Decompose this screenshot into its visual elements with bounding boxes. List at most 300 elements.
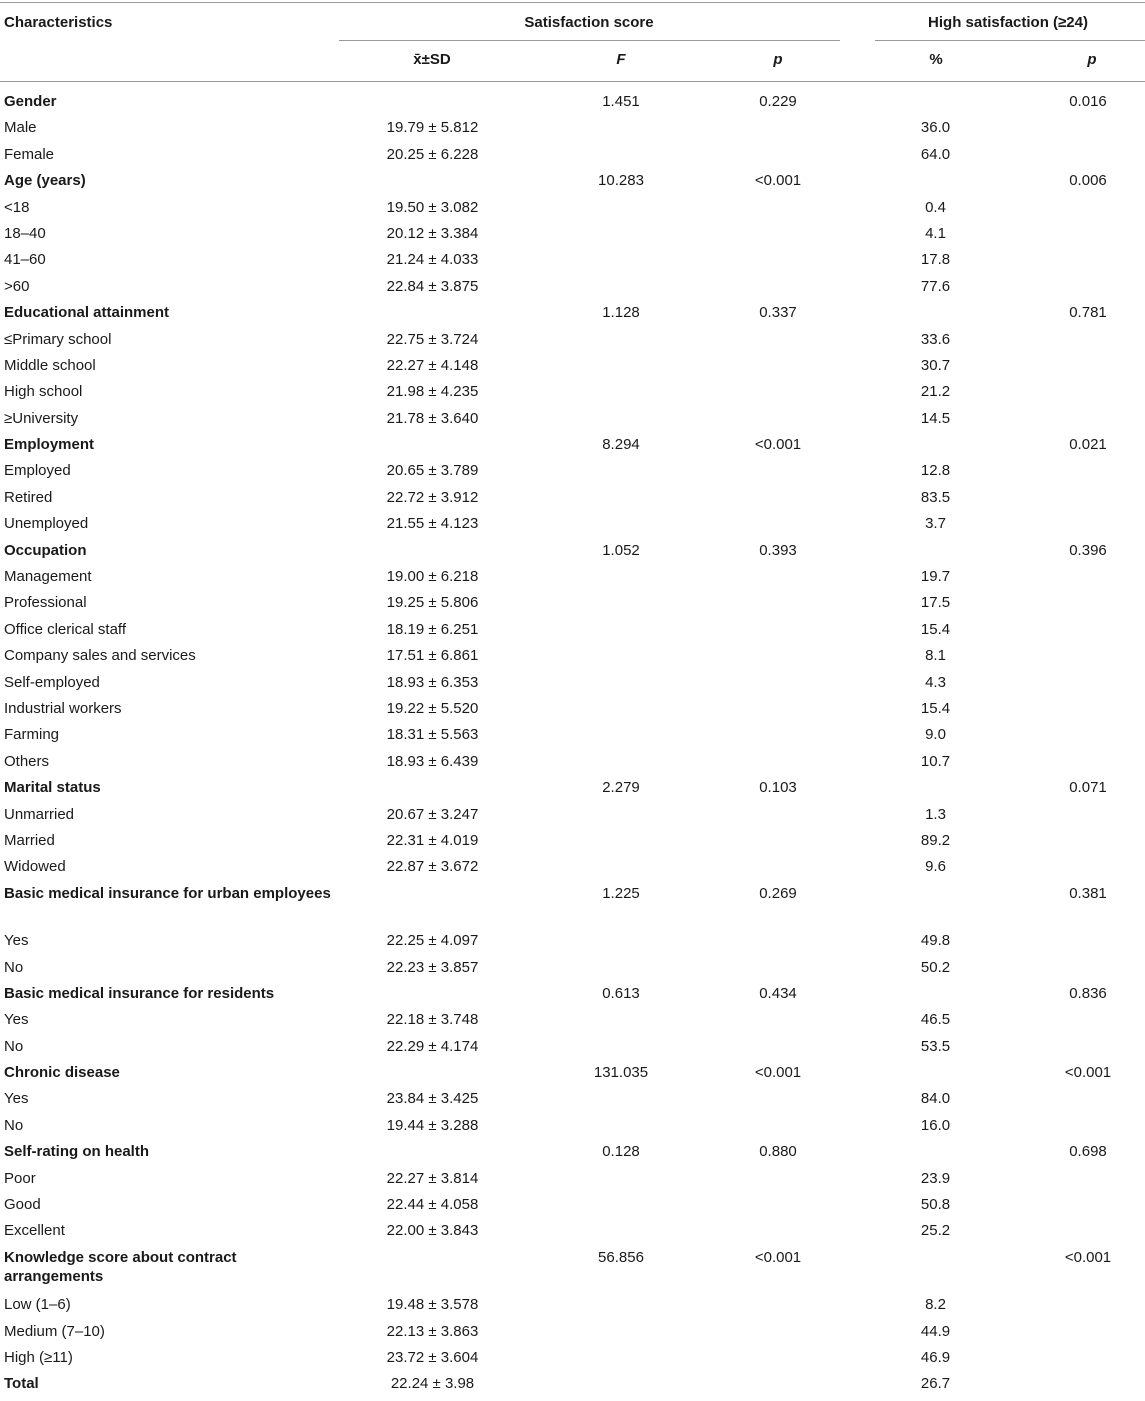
- cell-f: [526, 198, 716, 224]
- cell-percent: [840, 541, 1031, 567]
- cell-characteristic: Widowed: [4, 858, 66, 876]
- cell-f: [526, 857, 716, 883]
- cell-p-score: [716, 857, 840, 883]
- cell-mean-sd: 21.55 ± 4.123: [386, 515, 479, 533]
- cell-percent: 49.8: [920, 932, 951, 950]
- cell-percent: 30.7: [920, 356, 951, 374]
- cell-characteristic: Educational attainment: [4, 304, 170, 322]
- cell-characteristic: Industrial workers: [4, 699, 122, 717]
- cell-p-high: 0.021: [1069, 436, 1107, 454]
- cell-f: [526, 1037, 716, 1063]
- cell-percent: 23.9: [920, 1169, 951, 1187]
- header-characteristics: Characteristics: [4, 14, 113, 31]
- cell-mean-sd: 22.13 ± 3.863: [386, 1322, 479, 1340]
- cell-p-score: <0.001: [754, 1248, 802, 1266]
- cell-p-high: [1031, 831, 1145, 857]
- cell-percent: [840, 1063, 1031, 1089]
- table-row: [0, 145, 1145, 171]
- header-mean-sd: x̄±SD: [413, 51, 451, 68]
- cell-mean-sd: 23.84 ± 3.425: [386, 1090, 479, 1108]
- table-row: [0, 857, 1145, 883]
- cell-mean-sd: 18.19 ± 6.251: [386, 620, 479, 638]
- table-row: [0, 250, 1145, 276]
- cell-p-high: 0.836: [1069, 984, 1107, 1002]
- cell-percent: 15.4: [920, 699, 951, 717]
- cell-characteristic: Married: [4, 831, 55, 849]
- cell-f: 10.283: [598, 172, 644, 190]
- cell-p-score: [716, 118, 840, 144]
- cell-mean-sd: [339, 1248, 526, 1295]
- cell-p-score: [716, 382, 840, 408]
- cell-p-score: [716, 145, 840, 171]
- cell-percent: 44.9: [920, 1322, 951, 1340]
- cell-f: [526, 145, 716, 171]
- table-group-row: [0, 303, 1145, 329]
- table-row: [0, 1295, 1145, 1321]
- cell-mean-sd: 21.98 ± 4.235: [386, 383, 479, 401]
- cell-percent: 9.6: [925, 858, 946, 876]
- table-group-row: [0, 778, 1145, 804]
- cell-f: [526, 277, 716, 303]
- cell-mean-sd: 20.25 ± 6.228: [386, 145, 479, 163]
- header-satisfaction-score: Satisfaction score: [524, 14, 654, 31]
- cell-p-high: [1031, 224, 1145, 250]
- cell-characteristic: Yes: [4, 932, 29, 950]
- cell-p-score: [716, 831, 840, 857]
- cell-p-score: [716, 620, 840, 646]
- cell-p-high: [1031, 250, 1145, 276]
- table-row: [0, 673, 1145, 699]
- cell-percent: [840, 303, 1031, 329]
- cell-characteristic: No: [4, 1116, 24, 1134]
- cell-p-high: [1031, 118, 1145, 144]
- cell-p-high: [1031, 958, 1145, 984]
- cell-p-score: [716, 1089, 840, 1115]
- table-row: [0, 831, 1145, 857]
- cell-f: 8.294: [602, 436, 640, 454]
- cell-mean-sd: 19.44 ± 3.288: [386, 1116, 479, 1134]
- cell-percent: 8.1: [925, 647, 946, 665]
- cell-mean-sd: 22.27 ± 4.148: [386, 356, 479, 374]
- table-row: [0, 567, 1145, 593]
- cell-p-high: [1031, 1374, 1145, 1400]
- cell-f: [526, 1010, 716, 1036]
- cell-f: [526, 1295, 716, 1321]
- cell-p-score: <0.001: [754, 436, 802, 454]
- cell-mean-sd: 22.84 ± 3.875: [386, 277, 479, 295]
- header-p-high: p: [1087, 51, 1097, 68]
- cell-p-high: [1031, 1221, 1145, 1247]
- cell-characteristic: >60: [4, 277, 30, 295]
- cell-p-score: 0.337: [759, 304, 797, 322]
- cell-mean-sd: 22.72 ± 3.912: [386, 488, 479, 506]
- cell-f: [526, 382, 716, 408]
- satisfaction-span-rule: [339, 40, 840, 41]
- cell-percent: 8.2: [925, 1296, 946, 1314]
- cell-characteristic: Middle school: [4, 356, 96, 374]
- cell-p-high: [1031, 277, 1145, 303]
- cell-p-score: 0.434: [759, 984, 797, 1002]
- cell-mean-sd: 20.67 ± 3.247: [386, 805, 479, 823]
- cell-characteristic: No: [4, 1037, 24, 1055]
- cell-f: [526, 514, 716, 540]
- cell-mean-sd: [339, 435, 526, 461]
- cell-percent: 64.0: [920, 145, 951, 163]
- cell-mean-sd: [339, 1063, 526, 1089]
- cell-p-high: [1031, 1089, 1145, 1115]
- cell-f: 0.128: [602, 1143, 640, 1161]
- cell-f: [526, 752, 716, 778]
- cell-percent: [840, 1248, 1031, 1295]
- cell-p-score: [716, 1169, 840, 1195]
- cell-characteristic: Yes: [4, 1090, 29, 1108]
- cell-p-score: [716, 224, 840, 250]
- cell-p-high: [1031, 514, 1145, 540]
- cell-characteristic: Employed: [4, 462, 71, 480]
- table-row: [0, 224, 1145, 250]
- table-row: [0, 593, 1145, 619]
- header-rule: [0, 81, 1145, 82]
- cell-characteristic: Low (1–6): [4, 1296, 71, 1314]
- cell-p-high: [1031, 752, 1145, 778]
- table-row: [0, 1116, 1145, 1142]
- cell-percent: 50.2: [920, 958, 951, 976]
- cell-characteristic: Office clerical staff: [4, 620, 126, 638]
- cell-f: [526, 461, 716, 487]
- cell-mean-sd: [339, 884, 526, 931]
- cell-p-score: [716, 514, 840, 540]
- cell-f: [526, 118, 716, 144]
- cell-mean-sd: 22.00 ± 3.843: [386, 1222, 479, 1240]
- cell-p-high: [1031, 931, 1145, 957]
- cell-p-high: 0.006: [1069, 172, 1107, 190]
- cell-mean-sd: 19.79 ± 5.812: [386, 119, 479, 137]
- cell-percent: [840, 1142, 1031, 1168]
- cell-p-score: [716, 356, 840, 382]
- cell-percent: [840, 92, 1031, 118]
- cell-f: [526, 330, 716, 356]
- cell-characteristic: Retired: [4, 488, 53, 506]
- cell-f: [526, 831, 716, 857]
- cell-p-high: [1031, 488, 1145, 514]
- cell-characteristic: Self-employed: [4, 673, 100, 691]
- cell-mean-sd: 21.78 ± 3.640: [386, 409, 479, 427]
- table-row: [0, 1089, 1145, 1115]
- cell-f: [526, 1089, 716, 1115]
- cell-percent: 83.5: [920, 488, 951, 506]
- cell-percent: 16.0: [920, 1116, 951, 1134]
- cell-p-score: 0.880: [759, 1143, 797, 1161]
- cell-mean-sd: [339, 171, 526, 197]
- cell-percent: 89.2: [920, 831, 951, 849]
- cell-mean-sd: 17.51 ± 6.861: [386, 647, 479, 665]
- cell-p-high: 0.071: [1069, 779, 1107, 797]
- table-row: [0, 461, 1145, 487]
- cell-percent: [840, 984, 1031, 1010]
- cell-p-high: [1031, 805, 1145, 831]
- cell-mean-sd: 22.44 ± 4.058: [386, 1196, 479, 1214]
- cell-p-high: 0.016: [1069, 93, 1107, 110]
- cell-p-high: <0.001: [1064, 1064, 1112, 1082]
- table-row: [0, 620, 1145, 646]
- cell-percent: 77.6: [920, 277, 951, 295]
- cell-f: [526, 699, 716, 725]
- table-group-row: [0, 92, 1145, 118]
- cell-p-score: [716, 1037, 840, 1063]
- header-f: F: [616, 51, 626, 68]
- cell-p-high: [1031, 1348, 1145, 1374]
- header-p-score: p: [773, 51, 783, 68]
- top-rule: [0, 2, 1145, 3]
- cell-mean-sd: 22.31 ± 4.019: [386, 831, 479, 849]
- cell-f: [526, 1348, 716, 1374]
- cell-f: [526, 1116, 716, 1142]
- cell-p-score: 0.103: [759, 779, 797, 797]
- cell-mean-sd: 19.50 ± 3.082: [386, 198, 479, 216]
- cell-percent: 4.1: [925, 224, 946, 242]
- cell-percent: [840, 171, 1031, 197]
- cell-percent: 84.0: [920, 1090, 951, 1108]
- cell-p-score: [716, 805, 840, 831]
- cell-mean-sd: 18.93 ± 6.353: [386, 673, 479, 691]
- cell-p-score: <0.001: [754, 1064, 802, 1082]
- table-row: [0, 1322, 1145, 1348]
- high-satisfaction-span-rule: [875, 40, 1145, 41]
- cell-p-high: [1031, 857, 1145, 883]
- cell-mean-sd: [339, 778, 526, 804]
- cell-mean-sd: 22.75 ± 3.724: [386, 330, 479, 348]
- cell-characteristic: Marital status: [4, 779, 101, 797]
- table-row: [0, 1221, 1145, 1247]
- cell-characteristic: Unemployed: [4, 515, 89, 533]
- cell-percent: 25.2: [920, 1222, 951, 1240]
- table-group-row: [0, 435, 1145, 461]
- cell-p-score: [716, 567, 840, 593]
- cell-f: 131.035: [593, 1064, 649, 1082]
- cell-mean-sd: 22.25 ± 4.097: [386, 932, 479, 950]
- table-group-row: [0, 984, 1145, 1010]
- cell-f: [526, 1221, 716, 1247]
- cell-characteristic: Chronic disease: [4, 1064, 120, 1082]
- cell-p-high: [1031, 620, 1145, 646]
- cell-mean-sd: 22.27 ± 3.814: [386, 1169, 479, 1187]
- cell-mean-sd: 20.65 ± 3.789: [386, 462, 479, 480]
- cell-percent: 17.5: [920, 594, 951, 612]
- cell-p-high: [1031, 409, 1145, 435]
- cell-characteristic: Excellent: [4, 1222, 65, 1240]
- table-row: [0, 488, 1145, 514]
- cell-p-score: [716, 409, 840, 435]
- cell-p-score: 0.269: [759, 884, 797, 902]
- cell-p-score: [716, 1295, 840, 1321]
- cell-f: 2.279: [602, 779, 640, 797]
- table-group-row: [0, 1248, 1145, 1295]
- cell-f: 1.128: [602, 304, 640, 322]
- cell-percent: [840, 435, 1031, 461]
- cell-p-score: <0.001: [754, 172, 802, 190]
- cell-p-score: [716, 1374, 840, 1400]
- cell-characteristic: Farming: [4, 726, 60, 744]
- cell-mean-sd: 22.18 ± 3.748: [386, 1011, 479, 1029]
- table-group-row: [0, 884, 1145, 931]
- cell-characteristic: Gender: [4, 93, 57, 110]
- cell-f: [526, 1322, 716, 1348]
- cell-p-score: [716, 1116, 840, 1142]
- cell-f: [526, 356, 716, 382]
- cell-p-high: 0.381: [1069, 884, 1107, 902]
- cell-percent: 46.5: [920, 1011, 951, 1029]
- cell-p-score: [716, 699, 840, 725]
- cell-mean-sd: [339, 1142, 526, 1168]
- cell-percent: 21.2: [920, 383, 951, 401]
- cell-percent: 33.6: [920, 330, 951, 348]
- cell-mean-sd: [339, 541, 526, 567]
- cell-p-high: [1031, 646, 1145, 672]
- cell-characteristic: Basic medical insurance for residents: [4, 984, 275, 1002]
- cell-characteristic: Professional: [4, 594, 87, 612]
- cell-p-high: [1031, 1169, 1145, 1195]
- cell-characteristic: Occupation: [4, 541, 87, 559]
- table-row: [0, 1169, 1145, 1195]
- cell-p-high: [1031, 198, 1145, 224]
- cell-mean-sd: [339, 984, 526, 1010]
- cell-f: 56.856: [598, 1248, 644, 1266]
- cell-characteristic: Management: [4, 568, 92, 586]
- cell-mean-sd: 22.29 ± 4.174: [386, 1037, 479, 1055]
- cell-p-score: 0.393: [759, 541, 797, 559]
- table-group-row: [0, 541, 1145, 567]
- table-row: [0, 931, 1145, 957]
- table-row: [0, 409, 1145, 435]
- cell-f: 1.052: [602, 541, 640, 559]
- cell-p-score: [716, 1322, 840, 1348]
- cell-p-high: [1031, 1116, 1145, 1142]
- cell-f: [526, 958, 716, 984]
- cell-characteristic: Company sales and services: [4, 647, 196, 665]
- cell-p-high: [1031, 1195, 1145, 1221]
- cell-p-score: [716, 725, 840, 751]
- cell-p-score: [716, 646, 840, 672]
- cell-p-high: [1031, 1322, 1145, 1348]
- cell-percent: 1.3: [925, 805, 946, 823]
- cell-p-score: [716, 1221, 840, 1247]
- cell-p-score: [716, 958, 840, 984]
- cell-mean-sd: 22.24 ± 3.98: [390, 1375, 475, 1393]
- cell-f: [526, 224, 716, 250]
- cell-p-high: [1031, 1010, 1145, 1036]
- cell-characteristic: Age (years): [4, 172, 86, 190]
- cell-percent: 10.7: [920, 752, 951, 770]
- cell-p-high: 0.698: [1069, 1143, 1107, 1161]
- cell-f: [526, 673, 716, 699]
- table-row: [0, 646, 1145, 672]
- cell-p-high: [1031, 725, 1145, 751]
- cell-mean-sd: [339, 303, 526, 329]
- cell-f: [526, 1195, 716, 1221]
- cell-f: [526, 1169, 716, 1195]
- cell-p-score: [716, 1195, 840, 1221]
- cell-percent: 14.5: [920, 409, 951, 427]
- cell-p-high: 0.781: [1069, 304, 1107, 322]
- table-row: [0, 1348, 1145, 1374]
- table-row: [0, 805, 1145, 831]
- cell-p-score: [716, 1010, 840, 1036]
- cell-mean-sd: 19.48 ± 3.578: [386, 1296, 479, 1314]
- table-row: [0, 277, 1145, 303]
- cell-percent: 19.7: [920, 568, 951, 586]
- table-row: [0, 356, 1145, 382]
- table-row: [0, 1037, 1145, 1063]
- cell-percent: [840, 778, 1031, 804]
- cell-p-score: [716, 198, 840, 224]
- cell-characteristic: Others: [4, 752, 50, 770]
- cell-f: [526, 250, 716, 276]
- table-row: [0, 118, 1145, 144]
- cell-p-score: [716, 1348, 840, 1374]
- cell-characteristic: Unmarried: [4, 805, 75, 823]
- header-high-satisfaction: High satisfaction (≥24): [928, 14, 1088, 31]
- cell-percent: 26.7: [920, 1375, 951, 1393]
- cell-characteristic: ≥University: [4, 409, 79, 427]
- cell-p-score: [716, 593, 840, 619]
- cell-p-high: [1031, 1295, 1145, 1321]
- table-row: [0, 330, 1145, 356]
- cell-characteristic: Basic medical insurance for urban employees: [4, 884, 331, 902]
- cell-percent: 15.4: [920, 620, 951, 638]
- cell-f: [526, 805, 716, 831]
- cell-percent: 4.3: [925, 673, 946, 691]
- cell-f: [526, 593, 716, 619]
- table-row: [0, 514, 1145, 540]
- cell-p-high: [1031, 356, 1145, 382]
- cell-p-high: [1031, 699, 1145, 725]
- cell-f: [526, 488, 716, 514]
- cell-p-score: [716, 330, 840, 356]
- cell-mean-sd: 18.93 ± 6.439: [386, 752, 479, 770]
- cell-f: [526, 931, 716, 957]
- cell-percent: 36.0: [920, 119, 951, 137]
- cell-p-score: [716, 250, 840, 276]
- table-row: [0, 699, 1145, 725]
- cell-characteristic: 41–60: [4, 251, 46, 269]
- cell-percent: 9.0: [925, 726, 946, 744]
- table-group-row: [0, 171, 1145, 197]
- cell-characteristic: Self-rating on health: [4, 1143, 150, 1161]
- cell-characteristic: Male: [4, 119, 37, 137]
- cell-characteristic: 18–40: [4, 224, 46, 242]
- cell-mean-sd: 22.23 ± 3.857: [386, 958, 479, 976]
- cell-p-score: [716, 277, 840, 303]
- cell-characteristic: Poor: [4, 1169, 36, 1187]
- cell-mean-sd: 19.25 ± 5.806: [386, 594, 479, 612]
- cell-percent: 12.8: [920, 462, 951, 480]
- cell-f: 1.451: [602, 93, 640, 110]
- cell-percent: 17.8: [920, 251, 951, 269]
- cell-characteristic: Female: [4, 145, 55, 163]
- cell-mean-sd: 21.24 ± 4.033: [386, 251, 479, 269]
- header-percent: %: [929, 51, 943, 68]
- cell-characteristic: No: [4, 958, 24, 976]
- cell-percent: 46.9: [920, 1348, 951, 1366]
- cell-f: [526, 646, 716, 672]
- table-group-row: [0, 1142, 1145, 1168]
- cell-mean-sd: [339, 92, 526, 118]
- cell-f: [526, 725, 716, 751]
- cell-p-high: [1031, 382, 1145, 408]
- cell-f: [526, 620, 716, 646]
- cell-characteristic: Employment: [4, 436, 95, 454]
- cell-p-high: [1031, 1037, 1145, 1063]
